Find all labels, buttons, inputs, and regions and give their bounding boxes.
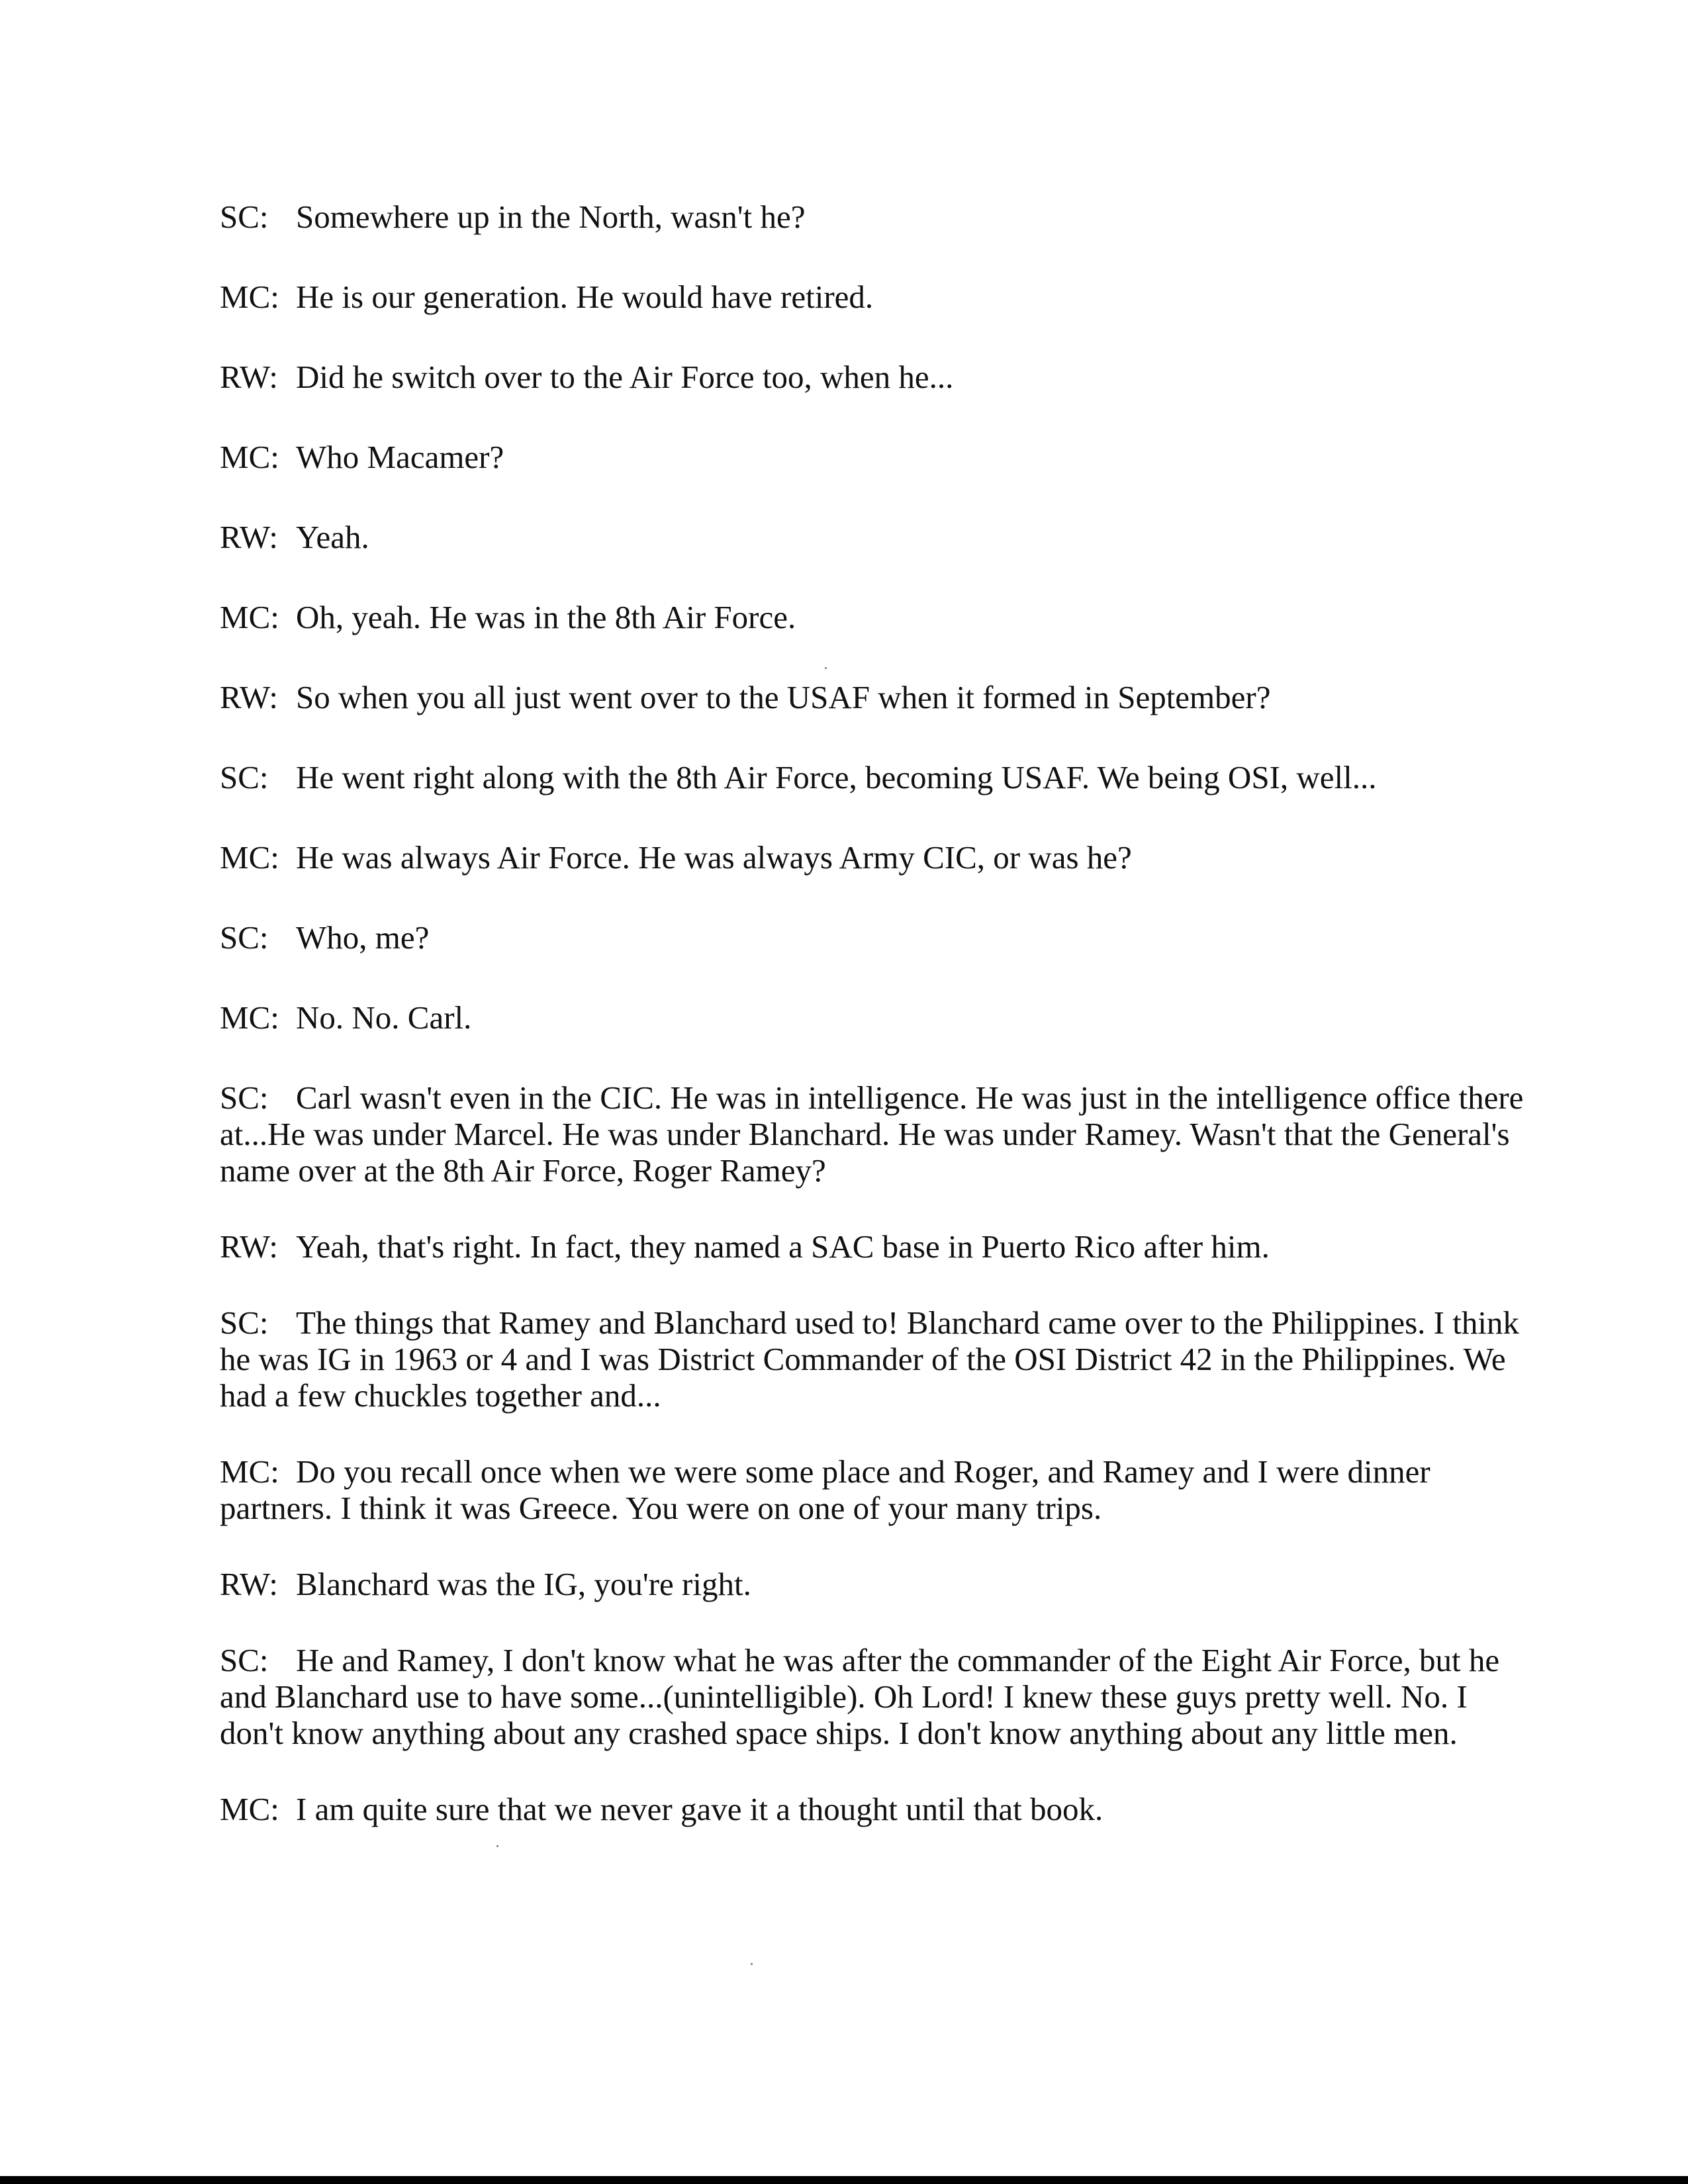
transcript-line <box>220 1228 1537 1265</box>
transcript-line <box>220 759 1537 796</box>
utterance-text: Oh, yeah. He was in the 8th Air Force. <box>296 599 796 635</box>
scan-speck <box>825 667 827 669</box>
transcript-line <box>220 679 1537 715</box>
transcript-line <box>220 1079 1537 1189</box>
speaker-label: SC: <box>220 919 269 956</box>
speaker-label: MC: <box>220 1453 279 1490</box>
speaker-label: MC: <box>220 599 279 635</box>
transcript-line <box>220 199 1537 235</box>
speaker-label: RW: <box>220 679 279 715</box>
utterance-text: The things that Ramey and Blanchard used to! Blanchard came over to the Philippines. I think he was IG in 1963 or 4 and I was District Commander of the OSI District 42 in the Philippines. We had a few chuckles together and... <box>220 1304 1519 1414</box>
utterance-text: He was always Air Force. He was always Army CIC, or was he? <box>296 839 1132 876</box>
scan-speck <box>751 1963 753 1965</box>
utterance-text: Somewhere up in the North, wasn't he? <box>296 199 806 235</box>
transcript-line <box>220 1791 1537 1827</box>
utterance-text: Who, me? <box>296 919 430 956</box>
speaker-label: MC: <box>220 839 279 876</box>
utterance-text: Yeah, that's right. In fact, they named a SAC base in Puerto Rico after him. <box>296 1228 1270 1265</box>
speaker-label: SC: <box>220 759 269 796</box>
utterance-text: Who Macamer? <box>296 439 504 475</box>
utterance-text: He is our generation. He would have retired. <box>296 279 874 315</box>
utterance-text: He and Ramey, I don't know what he was after the commander of the Eight Air Force, but he and Blanchard use to have some...(unintelligible). Oh Lord! I knew these guys pretty well. No. I don't know anything about any crashed space ships. I don't know anything about any little men. <box>220 1642 1500 1751</box>
transcript-line <box>220 599 1537 635</box>
speaker-label: MC: <box>220 1791 279 1827</box>
speaker-label: SC: <box>220 1079 269 1116</box>
transcript-line <box>220 359 1537 395</box>
scan-speck <box>496 1845 498 1847</box>
utterance-text: No. No. Carl. <box>296 999 472 1036</box>
transcript-line <box>220 439 1537 475</box>
speaker-label: SC: <box>220 1642 269 1678</box>
transcript-line <box>220 519 1537 555</box>
utterance-text: Did he switch over to the Air Force too, when he... <box>296 359 954 395</box>
transcript-line <box>220 1642 1537 1751</box>
transcript-line <box>220 1304 1537 1414</box>
utterance-text: Yeah. <box>296 519 369 555</box>
scan-bottom-edge <box>0 2176 1688 2184</box>
transcript-line <box>220 999 1537 1036</box>
speaker-label: RW: <box>220 359 279 395</box>
speaker-label: RW: <box>220 1566 279 1602</box>
utterance-text: He went right along with the 8th Air Force, becoming USAF. We being OSI, well... <box>296 759 1377 796</box>
transcript-line <box>220 919 1537 956</box>
utterance-text: Blanchard was the IG, you're right. <box>296 1566 751 1602</box>
transcript-line <box>220 279 1537 315</box>
transcript-line <box>220 839 1537 876</box>
utterance-text: I am quite sure that we never gave it a thought until that book. <box>296 1791 1103 1827</box>
speaker-label: MC: <box>220 279 279 315</box>
utterance-text: Do you recall once when we were some place and Roger, and Ramey and I were dinner partners. I think it was Greece. You were on one of your many trips. <box>220 1453 1430 1526</box>
interview-transcript <box>220 199 1537 1827</box>
speaker-label: MC: <box>220 999 279 1036</box>
transcript-line <box>220 1453 1537 1526</box>
speaker-label: MC: <box>220 439 279 475</box>
utterance-text: Carl wasn't even in the CIC. He was in intelligence. He was just in the intelligence office there at...He was under Marcel. He was under Blanchard. He was under Ramey. Wasn't that the General's name over at the 8th Air Force, Roger Ramey? <box>220 1079 1524 1189</box>
transcript-line <box>220 1566 1537 1602</box>
speaker-label: SC: <box>220 199 269 235</box>
speaker-label: RW: <box>220 519 279 555</box>
speaker-label: RW: <box>220 1228 279 1265</box>
speaker-label: SC: <box>220 1304 269 1341</box>
utterance-text: So when you all just went over to the USAF when it formed in September? <box>296 679 1271 715</box>
